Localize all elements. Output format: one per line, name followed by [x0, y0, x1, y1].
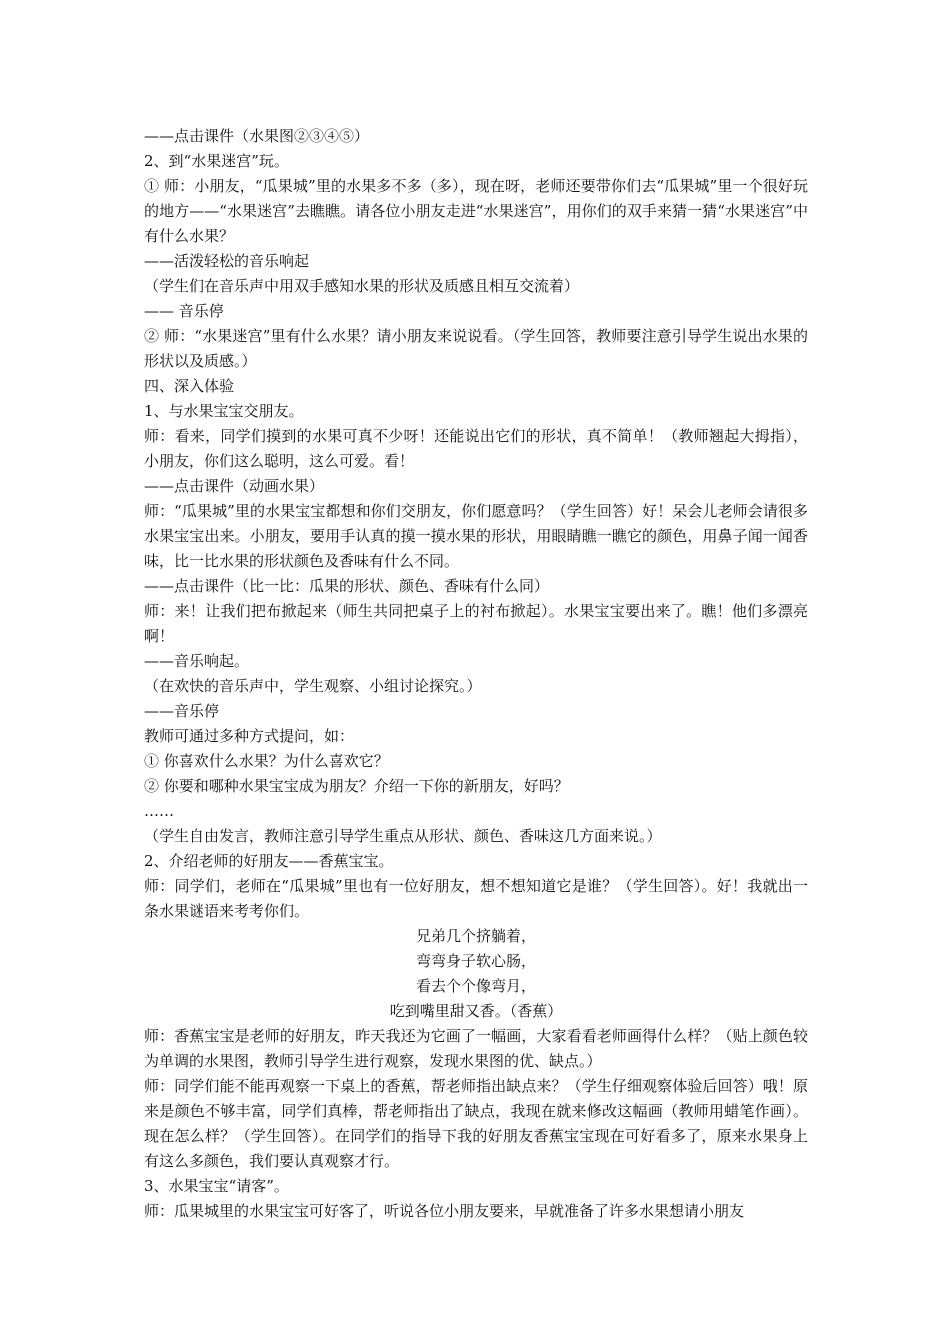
paragraph: ① 师：小朋友，“瓜果城”里的水果多不多（多），现在呀，老师还要带你们去“瓜果城”里一个很好玩的地方——“水果迷宫”去瞧瞧。请各位小朋友走进“水果迷宫”，用你们的双手来猜一猜“水果迷宫”中有什么水果？: [144, 177, 808, 245]
subsection-heading: 2、介绍老师的好朋友——香蕉宝宝。: [144, 852, 394, 870]
text-line: ② 你要和哪种水果宝宝成为朋友？介绍一下你的新朋友，好吗？: [144, 777, 569, 795]
text-line: ——点击课件（动画水果）: [144, 477, 325, 495]
paragraph: 师：香蕉宝宝是老师的好朋友，昨天我还为它画了一幅画，大家看看老师画得什么样？（贴上颜色较为单调的水果图，教师引导学生进行观察，发现水果图的优、缺点。）: [144, 1027, 808, 1070]
riddle-line: 兄弟几个挤躺着，: [415, 927, 536, 945]
text-line: 师：瓜果城里的水果宝宝可好客了，听说各位小朋友要来，早就准备了许多水果想请小朋友: [144, 1202, 745, 1220]
riddle-line: 吃到嘴里甜又香。（香蕉）: [389, 1002, 563, 1020]
text-line: ——音乐停: [144, 702, 220, 720]
text-line: ……: [144, 802, 174, 820]
subsection-heading: 1、与水果宝宝交朋友。: [144, 402, 304, 420]
text-line: （学生自由发言，教师注意引导学生重点从形状、颜色、香味这几方面来说。）: [144, 827, 662, 845]
section-heading: 四、深入体验: [144, 377, 235, 395]
paragraph: 师：同学们，老师在“瓜果城”里也有一位好朋友，想不想知道它是谁？（学生回答）。好！我就出一条水果谜语来考考你们。: [144, 877, 808, 920]
text-line: （在欢快的音乐声中，学生观察、小组讨论探究。）: [144, 677, 482, 695]
paragraph: 师：看来，同学们摸到的水果可真不少呀！还能说出它们的形状，真不简单！（教师翘起大拇指），小朋友，你们这么聪明，这么可爱。看！: [144, 427, 808, 470]
document-body: [144, 124, 808, 1224]
riddle-line: 看去个个像弯月，: [415, 977, 536, 995]
text-line: 2、到“水果迷宫”玩。: [144, 152, 289, 170]
paragraph: 师：来！让我们把布掀起来（师生共同把桌子上的衬布掀起）。水果宝宝要出来了。瞧！他们多漂亮啊！: [144, 602, 808, 645]
text-line: ① 你喜欢什么水果？为什么喜欢它？: [144, 752, 389, 770]
text-line: ——音乐响起。: [144, 652, 250, 670]
text-line: ——点击课件（水果图②③④⑤）: [144, 127, 370, 145]
riddle-line: 弯弯身子软心肠，: [415, 952, 536, 970]
subsection-heading: 3、水果宝宝“请客”。: [144, 1177, 289, 1195]
text-line: —— 音乐停: [144, 302, 224, 320]
paragraph: 师：同学们能不能再观察一下桌上的香蕉，帮老师指出缺点来？（学生仔细观察体验后回答）哦！原来是颜色不够丰富，同学们真棒，帮老师指出了缺点，我现在就来修改这幅画（教师用蜡笔作画）。现在怎么样？（学生回答）。在同学们的指导下我的好朋友香蕉宝宝现在可好看多了，原来水果身上有这么多颜色，我们要认真观察才行。: [144, 1077, 808, 1170]
paragraph: 师：“瓜果城”里的水果宝宝都想和你们交朋友，你们愿意吗？（学生回答）好！呆会儿老师会请很多水果宝宝出来。小朋友，要用手认真的摸一摸水果的形状，用眼睛瞧一瞧它的颜色，用鼻子闻一闻香味，比一比水果的形状颜色及香味有什么不同。: [144, 502, 808, 570]
text-line: 教师可通过多种方式提问，如：: [144, 727, 355, 745]
text-line: ——活泼轻松的音乐响起: [144, 252, 310, 270]
paragraph: ② 师：“水果迷宫”里有什么水果？请小朋友来说说看。（学生回答，教师要注意引导学生说出水果的形状以及质感。）: [144, 327, 808, 370]
text-line: （学生们在音乐声中用双手感知水果的形状及质感且相互交流着）: [144, 277, 580, 295]
text-line: ——点击课件（比一比：瓜果的形状、颜色、香味有什么同）: [144, 577, 550, 595]
